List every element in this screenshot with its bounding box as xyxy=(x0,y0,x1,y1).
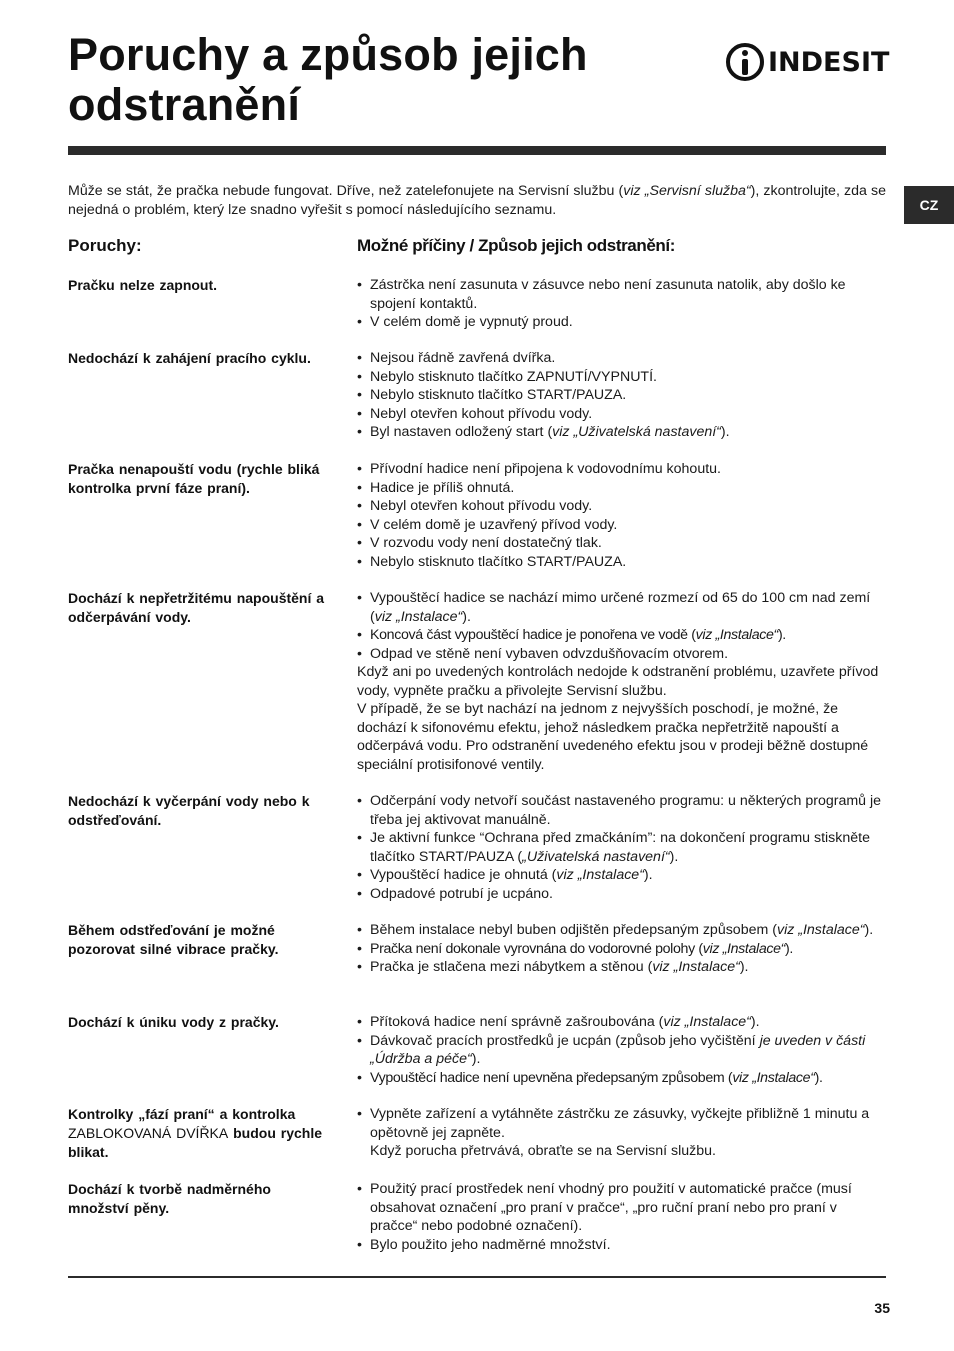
cause-note: Když porucha přetrvává, obraťte se na Servisní službu. xyxy=(370,1143,717,1159)
cause-item: • V celém domě je uzavřený přívod vody. xyxy=(357,516,887,535)
problem-label: Pračku nelze zapnout. xyxy=(68,277,218,293)
intro-text-1: Může se stát, že pračka nebude fungovat. Dříve, než zatelefonujete na Servisní službu ( xyxy=(68,183,624,199)
causes-list xyxy=(357,349,887,442)
cause-note: Když ani po uvedených kontrolách nedojde k odstranění problému, uzavřete přívod vody, vypněte pračku a přivolejte Servisní službu. xyxy=(357,664,879,699)
cause-item: • Odčerpání vody netvoří součást nastaveného programu: u některých programů je třeba jej aktivovat manuálně. xyxy=(357,792,887,829)
cause-item: • Zástrčka není zasunuta v zásuvce nebo není zasunuta natolik, aby došlo ke spojení kontaktů. xyxy=(357,276,887,313)
causes-list xyxy=(357,1105,887,1161)
causes-heading: Možné příčiny / Způsob jejich odstranění: xyxy=(357,236,675,255)
cause-item: • Bylo použito jeho nadměrné množství. xyxy=(357,1236,887,1255)
cause-item: • Vypněte zařízení a vytáhněte zástrčku ze zásuvky, vyčkejte přibližně 1 minutu a opětovně jej zapněte. xyxy=(357,1105,887,1142)
cause-item: • Byl nastaven odložený start (viz „Uživatelská nastavení“). xyxy=(357,423,887,442)
cause-item: • Použitý prací prostředek není vhodný pro použití v automatické pračce (musí obsahovat označení „pro praní v pračce“, „pro ruční praní nebo pro praní v pračce“ nebo podobné označení). xyxy=(357,1180,887,1236)
problem-label: Nedochází k vyčerpání vody nebo k odstřeďování. xyxy=(68,793,310,828)
cause-item: • Přívodní hadice není připojena k vodovodnímu kohoutu. xyxy=(357,460,887,479)
intro-paragraph xyxy=(68,182,886,220)
cause-item: • Přítoková hadice není správně zašroubována (viz „Instalace“). xyxy=(357,1013,887,1032)
cause-item: • Pračka je stlačena mezi nábytkem a stěnou (viz „Instalace“). xyxy=(357,958,887,977)
causes-list xyxy=(357,1180,887,1254)
problem-label: Během odstřeďování je možné pozorovat silné vibrace pračky. xyxy=(68,922,279,957)
problem-label: Kontrolky „fází praní“ a kontrolka ZABLOKOVANÁ DVÍŘKA budou rychle blikat. xyxy=(68,1106,323,1160)
cause-item: • Pračka není dokonale vyrovnána do vodorovné polohy (viz „Instalace“). xyxy=(357,940,887,959)
cause-item: • Dávkovač pracích prostředků je ucpán (způsob jeho vyčištění je uveden v části „Údržba a péče“). xyxy=(357,1032,887,1069)
causes-list xyxy=(357,792,887,903)
cause-item: • Koncová část vypouštěcí hadice je ponořena ve vodě (viz „Instalace“). xyxy=(357,626,887,645)
cause-item: • Vypouštěcí hadice není upevněna předepsaným způsobem (viz „Instalace“). xyxy=(357,1069,887,1088)
cause-item: • Nejsou řádně zavřená dvířka. xyxy=(357,349,887,368)
brand-name: INDESIT xyxy=(768,46,890,78)
causes-list xyxy=(357,921,887,977)
cause-item: • Je aktivní funkce “Ochrana před zmačkáním”: na dokončení programu stiskněte tlačítko START/PAUZA („Uživatelská nastavení“). xyxy=(357,829,887,866)
cause-item: • Nebylo stisknuto tlačítko START/PAUZA. xyxy=(357,386,887,405)
cause-item: • V celém domě je vypnutý proud. xyxy=(357,313,887,332)
intro-text-italic: viz „Servisní služba“ xyxy=(623,183,751,199)
cause-item: • Vypouštěcí hadice se nachází mimo určené rozmezí od 65 do 100 cm nad zemí (viz „Instalace“). xyxy=(357,589,887,626)
page-title-line1: Poruchy a způsob jejich xyxy=(68,29,588,80)
brand-logo xyxy=(726,40,888,84)
language-tab: CZ xyxy=(904,186,954,224)
page-title xyxy=(68,30,688,130)
causes-list xyxy=(357,276,887,332)
cause-item: • Nebyl otevřen kohout přívodu vody. xyxy=(357,405,887,424)
problem-label: Dochází k úniku vody z pračky. xyxy=(68,1014,279,1030)
problems-heading: Poruchy: xyxy=(68,236,142,255)
header-divider xyxy=(68,146,886,155)
cause-note: V případě, že se byt nachází na jednom z nejvyšších poschodí, je možné, že dochází k sifonovému efektu, jehož následkem pračka nepřetržitě napouští a odčerpává vodu. Pro odstranění uvedeného efektu jsou v prodeji běžně dostupné speciální protisifonové ventily. xyxy=(357,701,869,773)
cause-item: • Nebyl otevřen kohout přívodu vody. xyxy=(357,497,887,516)
causes-list xyxy=(357,1013,887,1087)
problem-label: Pračka nenapouští vodu (rychle bliká kontrolka první fáze praní). xyxy=(68,461,320,496)
cause-item: • Odpadové potrubí je ucpáno. xyxy=(357,885,887,904)
cause-item: • Hadice je příliš ohnutá. xyxy=(357,479,887,498)
problem-label: Dochází k tvorbě nadměrného množství pěny. xyxy=(68,1181,271,1216)
indesit-logo-icon xyxy=(726,43,764,81)
problem-label: Dochází k nepřetržitému napouštění a odčerpávání vody. xyxy=(68,590,325,625)
causes-list xyxy=(357,589,887,774)
cause-item: • Odpad ve stěně není vybaven odvzdušňovacím otvorem. xyxy=(357,645,887,664)
intro-text-2: ), zkontrolujte, zda se nejedná o problém, který lze snadno vyřešit s pomocí následujícího seznamu. xyxy=(68,183,886,218)
cause-item: • Vypouštěcí hadice je ohnutá (viz „Instalace“). xyxy=(357,866,887,885)
footer-divider xyxy=(68,1276,886,1278)
problem-label: Nedochází k zahájení pracího cyklu. xyxy=(68,350,311,366)
page-number: 35 xyxy=(874,1300,890,1316)
causes-list xyxy=(357,460,887,571)
page-title-line2: odstranění xyxy=(68,79,301,130)
cause-item: • Nebylo stisknuto tlačítko START/PAUZA. xyxy=(357,553,887,572)
cause-item: • V rozvodu vody není dostatečný tlak. xyxy=(357,534,887,553)
cause-item: • Během instalace nebyl buben odjištěn předepsaným způsobem (viz „Instalace“). xyxy=(357,921,887,940)
cause-item: • Nebylo stisknuto tlačítko ZAPNUTÍ/VYPNUTÍ. xyxy=(357,368,887,387)
